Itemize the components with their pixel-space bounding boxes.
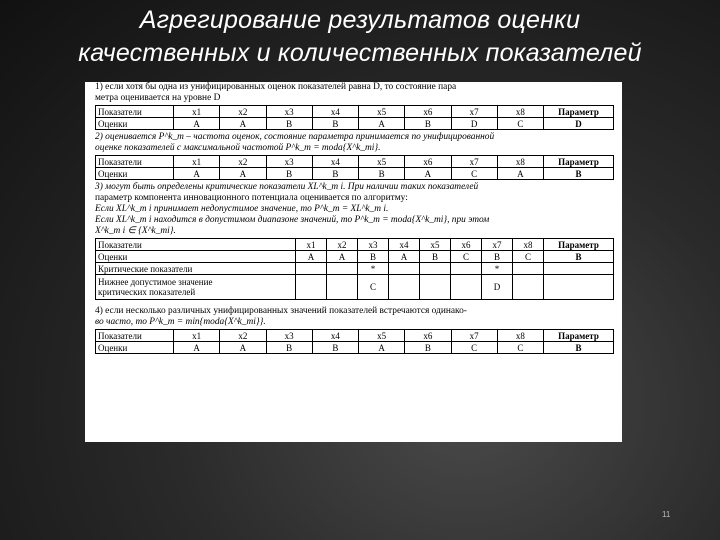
table-cell: Оценки xyxy=(96,118,174,130)
critical-mark xyxy=(420,263,451,275)
critical-mark xyxy=(296,263,327,275)
table-cell: A xyxy=(174,118,220,130)
paragraph-3-line-5: X^k_m i ∈ {X^k_mi}. xyxy=(95,226,176,236)
header-cell: Параметр xyxy=(544,239,614,251)
page-number: 11 xyxy=(662,510,671,519)
header-cell: x4 xyxy=(312,156,358,168)
table-cell: B xyxy=(420,251,451,263)
lower-value xyxy=(327,275,358,300)
header-cell: x6 xyxy=(405,330,451,342)
table-1-row xyxy=(96,118,614,130)
paragraph-3-line-4: Если X̄L^k_m i находится в допустимом диапазоне значений, то P^k_m = moda{X^k_mi}, при этом xyxy=(95,215,490,225)
header-cell: x6 xyxy=(405,106,451,118)
paragraph-2-line-2: оценке показателей с максимальной частотой P^k_m = moda{X^k_mi}. xyxy=(95,143,381,153)
table-4 xyxy=(95,329,614,354)
table-cell: A xyxy=(359,118,405,130)
document-scan xyxy=(85,82,622,442)
critical-label: Критические показатели xyxy=(96,263,296,275)
lower-label-line-2: критических показателей xyxy=(98,287,196,297)
header-cell: x3 xyxy=(266,330,312,342)
table-cell: A xyxy=(220,168,266,180)
table-cell: B xyxy=(266,342,312,354)
header-cell: x7 xyxy=(451,330,497,342)
paragraph-1-line-1: 1) если хотя бы одна из унифицированных оценок показателей равна D, то состояние пара xyxy=(95,82,457,92)
table-cell: C xyxy=(451,342,497,354)
critical-mark xyxy=(327,263,358,275)
table-3-critical-row xyxy=(96,263,614,275)
header-cell: x4 xyxy=(312,330,358,342)
table-cell: B xyxy=(266,118,312,130)
table-cell: B xyxy=(312,168,358,180)
table-cell: A xyxy=(220,118,266,130)
header-cell: x2 xyxy=(220,106,266,118)
header-cell: x7 xyxy=(482,239,513,251)
table-3-row xyxy=(96,251,614,263)
table-cell: B xyxy=(405,118,451,130)
table-cell: D xyxy=(544,118,614,130)
table-cell: A xyxy=(497,168,543,180)
table-cell: B xyxy=(312,118,358,130)
header-cell: Показатели xyxy=(96,106,174,118)
header-cell: x8 xyxy=(497,106,543,118)
header-cell: Параметр xyxy=(544,106,614,118)
header-cell: x5 xyxy=(359,156,405,168)
critical-mark xyxy=(544,263,614,275)
table-cell: B xyxy=(544,168,614,180)
critical-mark xyxy=(451,263,482,275)
table-4-header xyxy=(96,330,614,342)
header-cell: x8 xyxy=(513,239,544,251)
header-cell: x1 xyxy=(174,330,220,342)
table-3-header xyxy=(96,239,614,251)
table-2-header xyxy=(96,156,614,168)
lower-value: C xyxy=(358,275,389,300)
lower-value xyxy=(420,275,451,300)
table-cell: B xyxy=(482,251,513,263)
lower-value xyxy=(544,275,614,300)
paragraph-1-line-2: метра оценивается на уровне D xyxy=(95,93,221,103)
header-cell: x2 xyxy=(220,330,266,342)
paragraph-4-line-1: 4) если несколько различных унифицированных значений показателей встречаются одинако- xyxy=(95,306,467,316)
header-cell: x5 xyxy=(359,106,405,118)
header-cell: x4 xyxy=(389,239,420,251)
table-3 xyxy=(95,238,614,300)
paragraph-3-line-2: параметр компонента инновационного потенциала оценивается по алгоритму: xyxy=(95,193,408,203)
table-cell: C xyxy=(497,118,543,130)
lower-value: D xyxy=(482,275,513,300)
table-cell: B xyxy=(312,342,358,354)
table-cell: A xyxy=(327,251,358,263)
paragraph-2-line-1: 2) оценивается P^k_m – частота оценок, состояние параметра принимается по унифицированной xyxy=(95,132,495,142)
table-cell: B xyxy=(544,342,614,354)
critical-mark: * xyxy=(482,263,513,275)
header-cell: x1 xyxy=(174,106,220,118)
table-cell: B xyxy=(405,342,451,354)
table-cell: B xyxy=(358,251,389,263)
table-3-lower-row xyxy=(96,275,614,300)
table-cell: Оценки xyxy=(96,342,174,354)
title-line-1: Агрегирование результатов оценки xyxy=(139,6,581,34)
table-cell: C xyxy=(513,251,544,263)
header-cell: Показатели xyxy=(96,330,174,342)
table-cell: D xyxy=(451,118,497,130)
header-cell: x3 xyxy=(266,156,312,168)
header-cell: x7 xyxy=(451,106,497,118)
header-cell: Параметр xyxy=(544,330,614,342)
header-cell: x1 xyxy=(174,156,220,168)
table-cell: A xyxy=(220,342,266,354)
lower-label xyxy=(96,275,296,300)
slide-title xyxy=(0,4,720,70)
table-2 xyxy=(95,155,614,180)
table-4-row xyxy=(96,342,614,354)
header-cell: x4 xyxy=(312,106,358,118)
table-cell: A xyxy=(405,168,451,180)
header-cell: x5 xyxy=(420,239,451,251)
header-cell: x3 xyxy=(358,239,389,251)
header-cell: x3 xyxy=(266,106,312,118)
header-cell: x1 xyxy=(296,239,327,251)
critical-mark xyxy=(513,263,544,275)
table-2-row xyxy=(96,168,614,180)
paragraph-4-line-2: во часто, то P^k_m = min{moda{X^k_mi}}. xyxy=(95,317,266,327)
lower-value xyxy=(451,275,482,300)
table-1 xyxy=(95,105,614,130)
table-cell: A xyxy=(359,342,405,354)
table-cell: C xyxy=(497,342,543,354)
table-cell: B xyxy=(359,168,405,180)
lower-value xyxy=(296,275,327,300)
critical-mark xyxy=(389,263,420,275)
table-cell: Оценки xyxy=(96,251,296,263)
lower-value xyxy=(389,275,420,300)
critical-mark: * xyxy=(358,263,389,275)
header-cell: Параметр xyxy=(544,156,614,168)
header-cell: x8 xyxy=(497,156,543,168)
header-cell: x6 xyxy=(451,239,482,251)
header-cell: x5 xyxy=(359,330,405,342)
paragraph-3-line-3: Если X̄L^k_m i принимает недопустимое значение, то P^k_m = X̄L^k_m i. xyxy=(95,204,389,214)
paragraph-3-line-1: 3) могут быть определены критические показатели X̄L^k_m i. При наличии таких показателей xyxy=(95,182,479,192)
header-cell: Показатели xyxy=(96,239,296,251)
table-cell: A xyxy=(296,251,327,263)
header-cell: x2 xyxy=(327,239,358,251)
header-cell: Показатели xyxy=(96,156,174,168)
lower-value xyxy=(513,275,544,300)
title-line-2: качественных и количественных показателей xyxy=(78,39,642,67)
table-cell: B xyxy=(544,251,614,263)
lower-label-line-1: Нижнее допустимое значение xyxy=(98,277,213,287)
table-cell: B xyxy=(266,168,312,180)
table-cell: Оценки xyxy=(96,168,174,180)
table-1-header xyxy=(96,106,614,118)
table-cell: A xyxy=(389,251,420,263)
table-cell: C xyxy=(451,168,497,180)
header-cell: x7 xyxy=(451,156,497,168)
table-cell: A xyxy=(174,168,220,180)
header-cell: x8 xyxy=(497,330,543,342)
table-cell: A xyxy=(174,342,220,354)
header-cell: x2 xyxy=(220,156,266,168)
header-cell: x6 xyxy=(405,156,451,168)
table-cell: C xyxy=(451,251,482,263)
